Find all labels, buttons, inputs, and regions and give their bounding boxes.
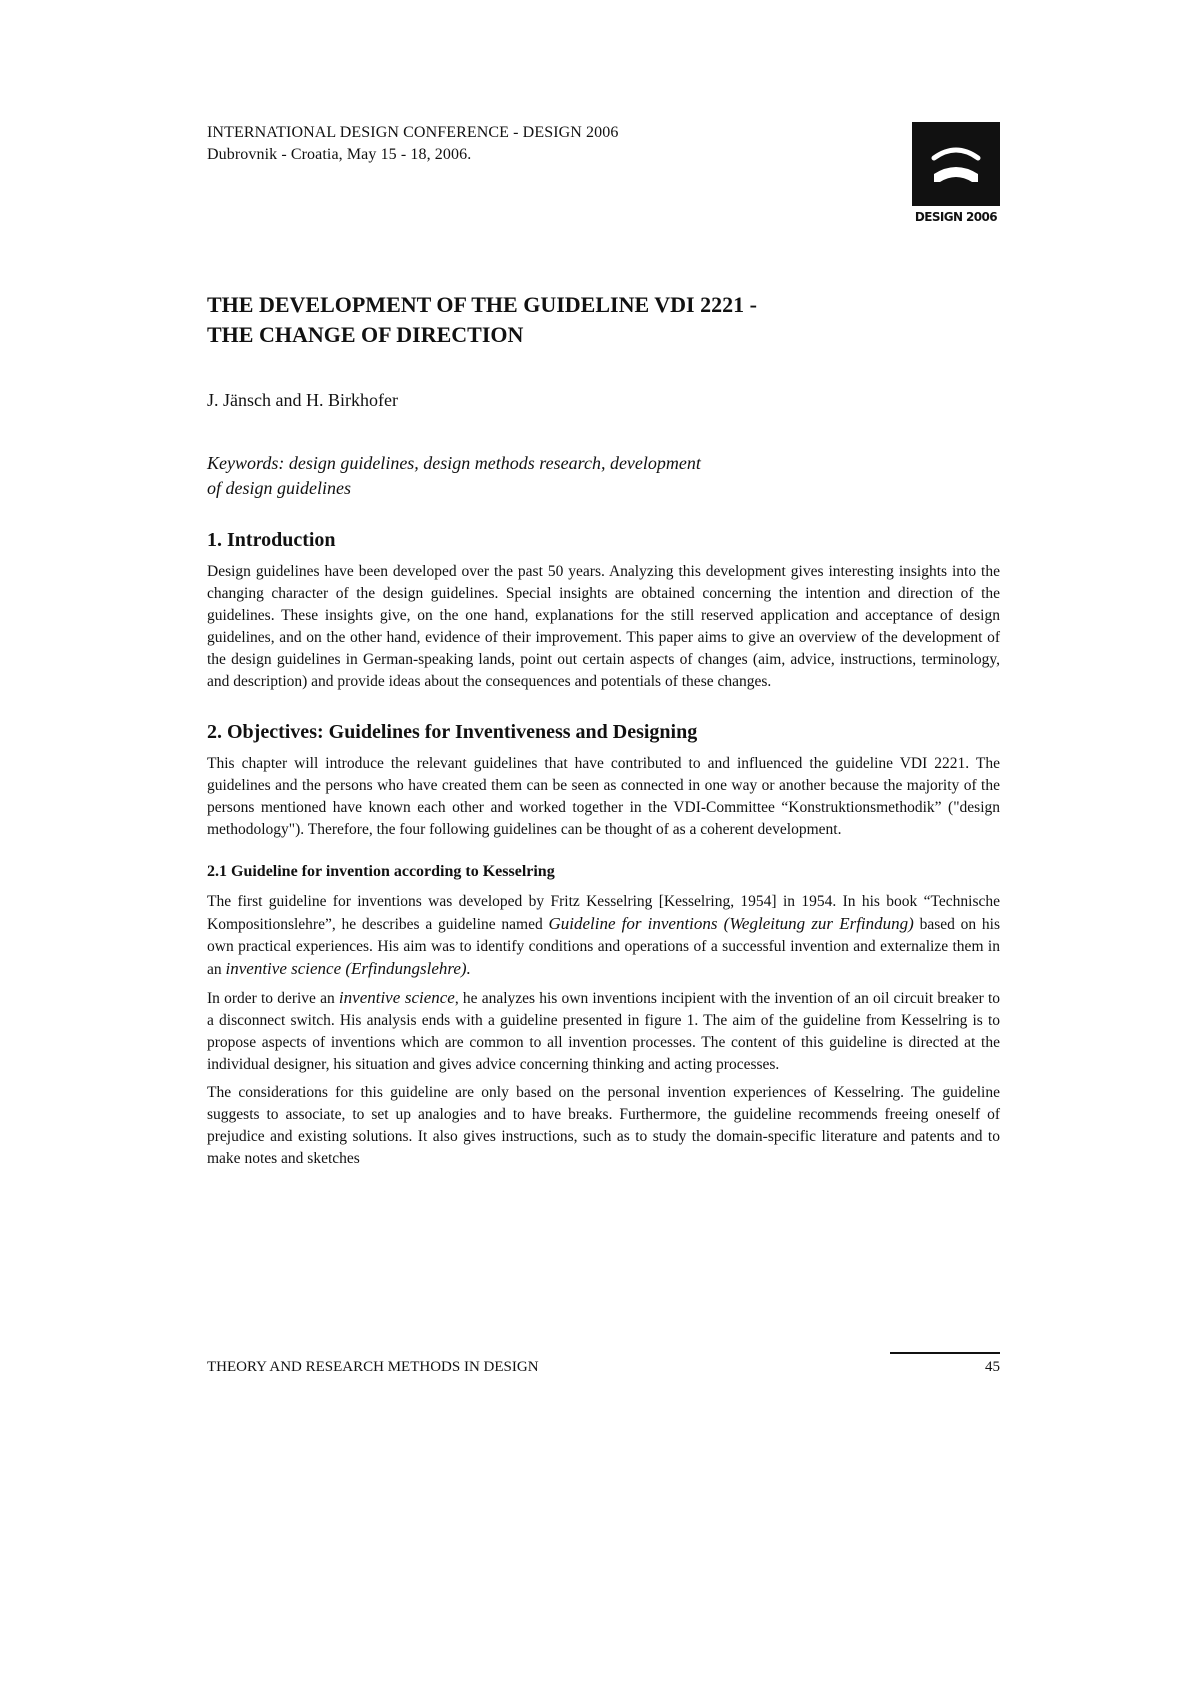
introduction-paragraph: Design guidelines have been developed over the past 50 years. Analyzing this development gives interesting insights into the changing character of the design guidelines. Special insights are obtained concerning the intention and direction of the guidelines. These insights give, on the one hand, explanations for the still reserved application and acceptance of design guidelines, and on the other hand, evidence of their improvement. This paper aims to give an overview of the development of the design guidelines in German-speaking lands, point out certain aspects of changes (aim, advice, instructions, terminology, and description) and provide ideas about the consequences and potentials of these changes. — [207, 563, 1000, 690]
conference-location: Dubrovnik - Croatia, May 15 - 18, 2006. — [207, 146, 472, 163]
section-heading-introduction: 1. Introduction — [207, 529, 336, 551]
paper-keywords — [207, 451, 827, 501]
footer-rule — [890, 1352, 1000, 1354]
paper-authors: J. Jänsch and H. Birkhofer — [207, 390, 398, 410]
inventive-science-emphasis: inventive science (Erfindungslehre). — [225, 959, 471, 978]
section-heading-objectives: 2. Objectives: Guidelines for Inventiveness and Designing — [207, 721, 698, 743]
guideline-name-emphasis: Guideline for inventions (Wegleitung zur Erfindung) — [548, 914, 914, 933]
objectives-paragraph: This chapter will introduce the relevant guidelines that have contributed to and influenced the guideline VDI 2221. The guidelines and the persons who have created them can be seen as connected in one way or another because the majority of the persons mentioned have known each other and worked together in the VDI-Committee “Konstruktionsmethodik” ("design methodology"). Therefore, the four following guidelines can be thought of as a coherent development. — [207, 755, 1000, 838]
paper-title-line-1: THE DEVELOPMENT OF THE GUIDELINE VDI 2221 - — [207, 292, 757, 317]
footer-section-title: THEORY AND RESEARCH METHODS IN DESIGN — [207, 1359, 539, 1375]
arch-logo-icon — [912, 122, 1000, 206]
paper-title — [207, 290, 907, 350]
page-footer — [207, 1352, 1000, 1382]
kesselring-paragraph-1: The first guideline for inventions was developed by Fritz Kesselring [Kesselring, 1954] in 1954. In his book “Technische Kompositionslehre”, he describes a guideline named Guideline for inventions (Wegleitung zur Erfindung) based on his own practical experiences. His aim was to identify conditions and operations of a successful invention and externalize them in an inventive science (Erfindungslehre). — [207, 893, 1000, 978]
conference-logo — [912, 122, 1000, 230]
kesselring-paragraph-2: In order to derive an inventive science, he analyzes his own inventions incipient with the invention of an oil circuit breaker to a disconnect switch. His analysis ends with a guideline presented in figure 1. The aim of the guideline from Kesselring is to propose aspects of inventions which are common to all invention processes. The content of this guideline is directed at the individual designer, his situation and gives advice concerning thinking and acting processes. — [207, 988, 1001, 1073]
keywords-line-1: Keywords: design guidelines, design methods research, development — [207, 453, 701, 473]
paper-body — [207, 527, 1000, 1176]
inventive-science-emphasis-2: inventive science — [338, 988, 455, 1007]
paper-title-line-2: THE CHANGE OF DIRECTION — [207, 322, 524, 347]
subsection-heading-kesselring: 2.1 Guideline for invention according to Kesselring — [207, 863, 555, 880]
conference-header — [207, 122, 618, 166]
keywords-line-2: of design guidelines — [207, 478, 351, 498]
conference-name: INTERNATIONAL DESIGN CONFERENCE - DESIGN 2006 — [207, 124, 619, 141]
page-number: 45 — [985, 1359, 1000, 1375]
logo-text: DESIGN 2006 — [914, 210, 998, 224]
kesselring-paragraph-3: The considerations for this guideline are only based on the personal invention experiences of Kesselring. The guideline suggests to associate, to set up analogies and to have breaks. Furthermore, the guideline recommends freeing oneself of prejudice and existing solutions. It also gives instructions, such as to study the domain-specific literature and patents and to make notes and sketches — [207, 1084, 1000, 1167]
